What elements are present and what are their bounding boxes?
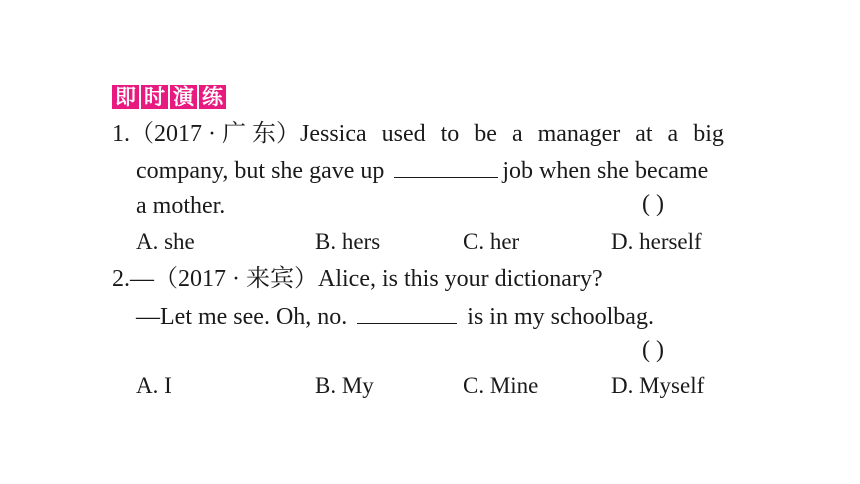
q2-line2 xyxy=(136,301,654,331)
q2-option-b[interactable]: B. My xyxy=(315,373,374,398)
q2-line2-after: is in my schoolbag. xyxy=(467,304,654,330)
q1-option-b[interactable]: B. hers xyxy=(315,229,381,254)
q1-option-c[interactable]: C. her xyxy=(463,229,520,254)
section-label-char: 演 xyxy=(170,85,197,109)
q1-line3-text: a mother. xyxy=(136,193,226,219)
q1-option-a[interactable]: A. she xyxy=(136,229,195,254)
q1-number: 1. xyxy=(112,121,130,147)
q1-answer-blank[interactable] xyxy=(394,155,498,178)
section-label-char: 时 xyxy=(141,85,168,109)
q2-option-a[interactable]: A. I xyxy=(136,373,172,398)
q1-answer-paren[interactable]: ( ) xyxy=(642,191,664,217)
q2-line1-text: Alice, is this your dictionary? xyxy=(318,266,603,292)
q2-option-d[interactable]: D. Myself xyxy=(611,373,705,398)
q1-line1-text: Jessica used to be a manager at a big xyxy=(300,121,724,147)
q2-option-c[interactable]: C. Mine xyxy=(463,373,539,398)
q2-line1 xyxy=(112,264,603,294)
section-label-badge xyxy=(112,85,226,109)
q1-line2-after: job when she became xyxy=(502,158,709,184)
section-label-char: 练 xyxy=(199,85,226,109)
q2-answer-paren[interactable]: ( ) xyxy=(642,337,664,363)
q1-line2 xyxy=(136,155,708,185)
q2-number: 2. xyxy=(112,266,130,292)
q1-line3 xyxy=(136,191,225,221)
q1-option-d[interactable]: D. herself xyxy=(611,229,702,254)
q2-source: —（2017 · 来宾） xyxy=(130,266,318,292)
q1-source: （2017 · 广 东） xyxy=(130,121,300,147)
q2-answer-blank[interactable] xyxy=(357,301,457,324)
q1-line2-before: company, but she gave up xyxy=(136,158,385,184)
q1-line1 xyxy=(112,119,752,149)
section-label-char: 即 xyxy=(112,85,139,109)
q2-line2-before: —Let me see. Oh, no. xyxy=(136,304,348,330)
